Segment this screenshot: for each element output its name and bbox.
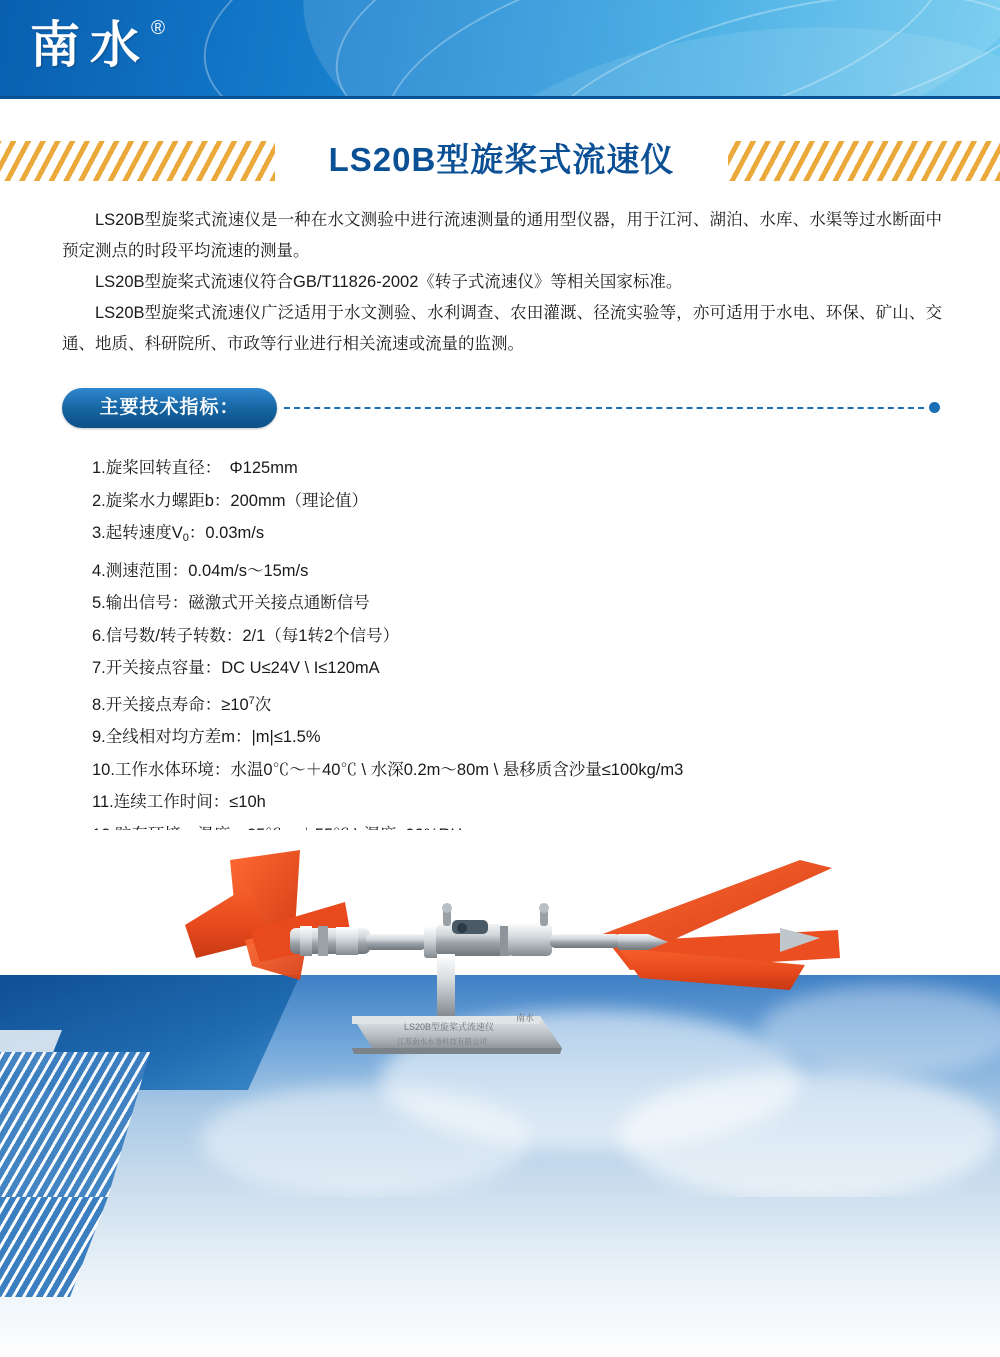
spec-item: 11.连续工作时间：≤10h bbox=[92, 793, 266, 811]
page-header bbox=[0, 0, 1000, 98]
spec-superscript: 7 bbox=[248, 694, 255, 707]
spec-item: 9.全线相对均方差m：|m|≤1.5% bbox=[92, 728, 321, 746]
footer-gradient-strip bbox=[0, 1197, 1000, 1357]
hatch-decoration-left bbox=[0, 141, 275, 181]
intro-paragraph-3: LS20B型旋桨式流速仪广泛适用于水文测验、水利调查、农田灌溉、径流实验等，亦可适用于水电、环保、矿山、交通、地质、科研院所、市政等行业进行相关流速或流量的监测。 bbox=[62, 304, 942, 353]
spec-item: 1.旋桨回转直径： Φ125mm bbox=[92, 459, 298, 477]
intro-paragraph-2: LS20B型旋桨式流速仪符合GB/T11826-2002《转子式流速仪》等相关国家标准。 bbox=[95, 273, 683, 291]
intro-paragraphs bbox=[62, 205, 942, 360]
header-swirl-4 bbox=[183, 0, 1000, 98]
spec-item: 2.旋桨水力螺距b：200mm（理论值） bbox=[92, 491, 368, 510]
brand-logo bbox=[30, 16, 165, 74]
spec-item: 10.工作水体环境：水温0℃～＋40℃ \ 水深0.2m～80m \ 悬移质含沙量≤100kg/m3 bbox=[92, 760, 684, 779]
specs-list bbox=[92, 452, 932, 851]
spec-item bbox=[92, 517, 932, 555]
section-heading-label: 主要技术指标： bbox=[62, 388, 277, 428]
brand-logo-text: 南水 bbox=[30, 15, 150, 74]
product-photo bbox=[0, 830, 1000, 1197]
tail-fins bbox=[600, 860, 840, 990]
intro-paragraph-1: LS20B型旋桨式流速仪是一种在水文测验中进行流速测量的通用型仪器，用于江河、湖泊、水库、水渠等过水断面中预定测点的时段平均流速的测量。 bbox=[62, 211, 942, 260]
spec-text-pre: 8.开关接点寿命：≥10 bbox=[92, 695, 249, 714]
propeller-blades bbox=[185, 850, 352, 980]
page-title: LS20B型旋桨式流速仪 bbox=[328, 141, 675, 178]
base-plate-brand: 南水 bbox=[516, 1014, 535, 1024]
spec-item bbox=[92, 685, 932, 722]
section-dashed-rule bbox=[284, 407, 924, 409]
spec-item: 4.测速范围：0.04m/s～15m/s bbox=[92, 561, 309, 580]
base-plate-company: 江苏南水水务科技有限公司 bbox=[397, 1037, 487, 1046]
spec-text-post: ：0.03m/s bbox=[188, 524, 265, 542]
spec-text-pre: 3.起转速度V bbox=[92, 524, 183, 542]
spec-text-post: 次 bbox=[254, 695, 272, 714]
section-heading bbox=[62, 388, 942, 428]
section-end-dot bbox=[929, 402, 940, 413]
flow-meter-illustration bbox=[0, 830, 1000, 1197]
spec-subscript: 0 bbox=[182, 532, 189, 544]
spec-item: 5.输出信号：磁激式开关接点通断信号 bbox=[92, 594, 370, 612]
registered-trademark-icon: ® bbox=[151, 18, 165, 39]
base-plate-label: LS20B型旋桨式流速仪 bbox=[404, 1022, 495, 1032]
spec-item: 6.信号数/转子转数：2/1（每1转2个信号） bbox=[92, 626, 400, 645]
spec-item: 7.开关接点容量：DC U≤24V \ I≤120mA bbox=[92, 659, 380, 677]
hatch-decoration-right bbox=[728, 141, 1000, 181]
header-divider bbox=[0, 96, 1000, 99]
title-band bbox=[0, 133, 1000, 189]
